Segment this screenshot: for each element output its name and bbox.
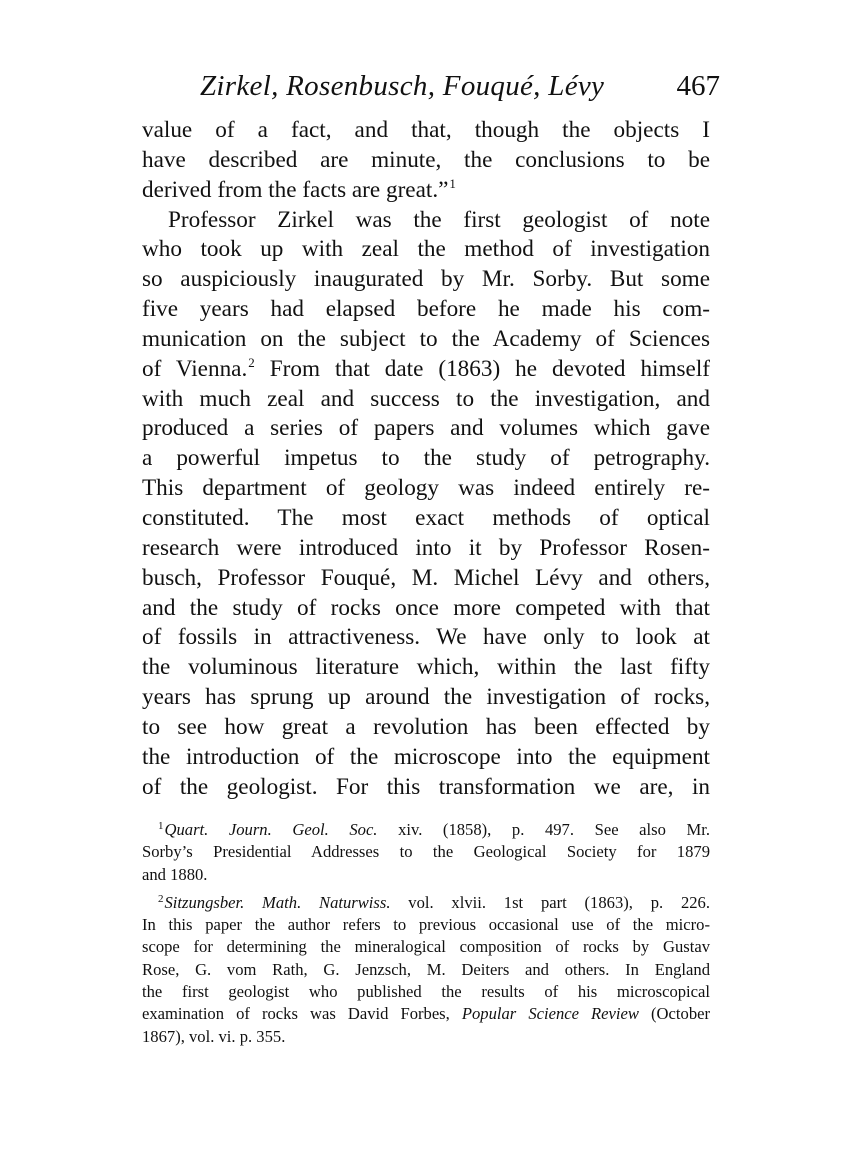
footnote-line: and 1880. — [142, 864, 208, 884]
text-line: who took up with zeal the method of investigation — [142, 236, 710, 263]
footnotes — [142, 819, 710, 1048]
journal-title: Quart. Journ. Geol. Soc. — [164, 820, 378, 839]
footnote-line: Rose, G. vom Rath, G. Jenzsch, M. Deiters and others. In England — [142, 959, 710, 979]
page-number: 467 — [676, 70, 720, 102]
text-line — [142, 176, 710, 206]
text-line: the voluminous literature which, within the last fifty — [142, 654, 710, 681]
footnote-2 — [142, 892, 710, 1048]
text-line: a powerful impetus to the study of petrography. — [142, 445, 710, 472]
paragraph-start-line: Professor Zirkel was the first geologist of note — [168, 206, 710, 233]
text-line: to see how great a revolution has been effected by — [142, 713, 710, 740]
footnote-line: scope for determining the mineralogical composition of rocks by Gustav — [142, 937, 710, 957]
text-line: and the study of rocks once more competed with that — [142, 594, 710, 621]
text-line: with much zeal and success to the investigation, and — [142, 385, 710, 412]
footnote-1 — [142, 819, 710, 886]
text-line: value of a fact, and that, though the objects I — [142, 117, 710, 143]
text-line — [142, 355, 710, 385]
footnote-line: Sorby’s Presidential Addresses to the Geological Society for 1879 — [142, 842, 710, 862]
text-line: of fossils in attractiveness. We have only to look at — [142, 624, 710, 651]
footnote-mark: 2 — [158, 892, 164, 905]
text-line: produced a series of papers and volumes which gave — [142, 415, 710, 442]
journal-title: Popular Science Review — [461, 1004, 639, 1024]
footnote-line: In this paper the author refers to previous occasional use of the micro- — [142, 915, 710, 935]
text-line: years has sprung up around the investigation of rocks, — [142, 684, 710, 711]
text-line: five years had elapsed before he made his com- — [142, 296, 710, 323]
text-line: busch, Professor Fouqué, M. Michel Lévy and others, — [142, 564, 710, 591]
footnote-line: the first geologist who published the results of his microscopical — [142, 982, 710, 1002]
text-segment: xiv. (1858), p. 497. See also Mr. — [377, 820, 710, 839]
text-line: research were introduced into it by Professor Rosen- — [142, 534, 710, 561]
text-segment: From that date (1863) he devoted himself — [254, 355, 711, 382]
body-text — [142, 116, 710, 802]
text-segment: vol. xlvii. 1st part (1863), p. 226. — [390, 892, 710, 912]
text-line: so auspiciously inaugurated by Mr. Sorby. But some — [142, 266, 710, 293]
text-segment: (October — [638, 1004, 711, 1024]
footnote-ref-2[interactable]: 2 — [248, 354, 255, 370]
text-line: This department of geology was indeed entirely re- — [142, 475, 710, 502]
running-title: Zirkel, Rosenbusch, Fouqué, Lévy — [200, 70, 605, 102]
footnote-line — [142, 1003, 710, 1025]
text-segment: of Vienna. — [142, 355, 248, 382]
journal-title: Sitzungsber. Math. Naturwiss. — [164, 892, 391, 912]
text-line: the introduction of the microscope into the equipment — [142, 743, 710, 770]
footnote-line — [142, 819, 710, 841]
text-line: munication on the subject to the Academy of Sciences — [142, 325, 710, 352]
footnote-line: 1867), vol. vi. p. 355. — [142, 1026, 286, 1046]
text-segment: derived from the facts are great.” — [142, 176, 449, 203]
text-segment: examination of rocks was David Forbes, — [142, 1004, 462, 1024]
footnote-mark: 1 — [158, 820, 164, 832]
running-head — [200, 66, 720, 106]
text-line: constituted. The most exact methods of optical — [142, 504, 710, 531]
footnote-ref-1[interactable]: 1 — [449, 175, 456, 191]
text-line: have described are minute, the conclusions to be — [142, 146, 710, 173]
footnote-line — [142, 892, 710, 914]
text-line: of the geologist. For this transformation we are, in — [142, 773, 710, 800]
